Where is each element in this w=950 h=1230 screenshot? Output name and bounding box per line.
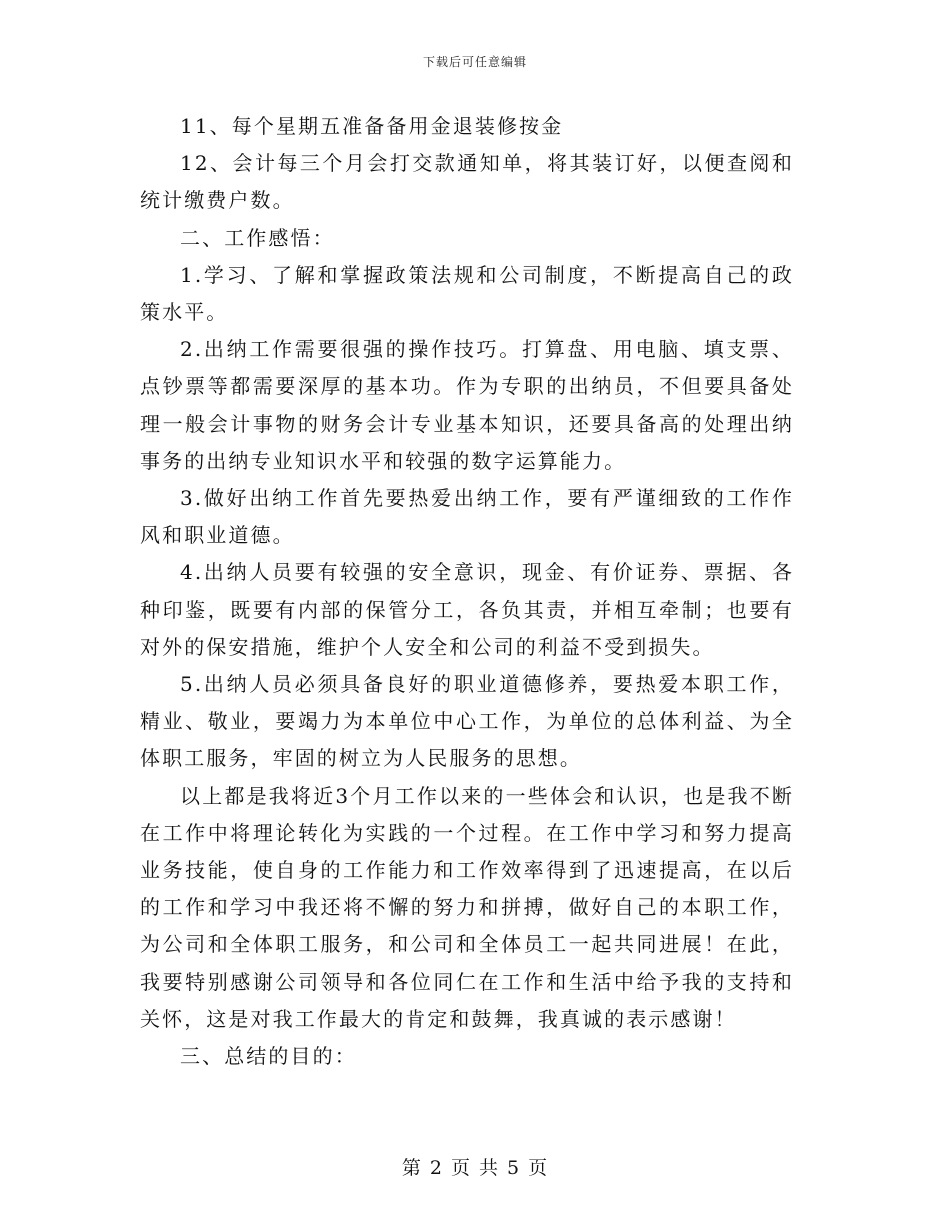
paragraph-item-11: 11、每个星期五准备备用金退装修按金: [180, 114, 564, 138]
insight-paragraph-1: 1.学习、了解和掌握政策法规和公司制度，不断提高自己的政策水平。: [140, 262, 794, 325]
section-heading-summary-purpose: 三、总结的目的：: [180, 1044, 357, 1069]
current-page-number: 2: [429, 1157, 443, 1179]
document-body: [140, 108, 794, 1075]
section-heading-work-insights: 二、工作感悟：: [180, 225, 335, 250]
paragraph-item-12: 12、会计每三个月会打交款通知单，将其装订好，以便查阅和统计缴费户数。: [140, 151, 794, 213]
insight-paragraph-3: 3.做好出纳工作首先要热爱出纳工作，要有严谨细致的工作作风和职业道德。: [140, 486, 794, 548]
total-word: 共: [479, 1157, 500, 1179]
page-number-footer: [0, 1153, 950, 1180]
header-note: 下载后可任意编辑: [422, 55, 527, 69]
page-word: 页: [450, 1157, 471, 1179]
summary-paragraph: 以上都是我将近3个月工作以来的一些体会和认识，也是我不断在工作中将理论转化为实践的一个过程。在工作中学习和努力提高业务技能，使自身的工作能力和工作效率得到了迅速提高，在以后的工作和学习中我还将不懈的努力和拼搏，做好自己的本职工作，为公司和全体职工服务，和公司和全体员工一起共同进展！在此，我要特别感谢公司领导和各位同仁在工作和生活中给予我的支持和关怀，这是对我工作最大的肯定和鼓舞，我真诚的表示感谢！: [140, 783, 794, 1031]
insight-paragraph-2: 2.出纳工作需要很强的操作技巧。打算盘、用电脑、填支票、点钞票等都需要深厚的基本功。作为专职的出纳员，不但要具备处理一般会计事物的财务会计专业基本知识，还要具备高的处理出纳事务的出纳专业知识水平和较强的数字运算能力。: [140, 337, 794, 473]
page-prefix: 第: [401, 1157, 422, 1179]
insight-paragraph-4: 4.出纳人员要有较强的安全意识，现金、有价证券、票据、各种印鉴，既要有内部的保管分工，各负其责，并相互牵制；也要有对外的保安措施，维护个人安全和公司的利益不受到损失。: [140, 560, 794, 659]
total-page-number: 5: [507, 1157, 521, 1179]
page-suffix: 页: [528, 1157, 549, 1179]
insight-paragraph-5: 5.出纳人员必须具备良好的职业道德修养，要热爱本职工作，精业、敬业，要竭力为本单位中心工作，为单位的总体利益、为全体职工服务，牢固的树立为人民服务的思想。: [140, 672, 794, 771]
